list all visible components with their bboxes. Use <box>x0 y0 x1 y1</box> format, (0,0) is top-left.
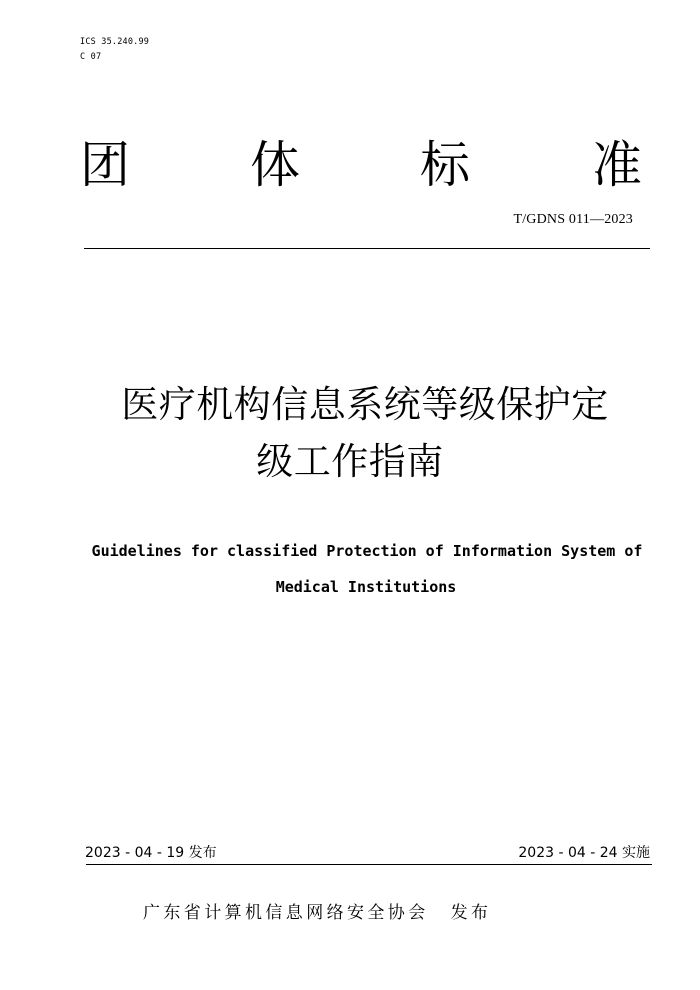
english-title-line-1: Guidelines for classified Protection of Information System of <box>91 542 643 560</box>
english-title-line-2: Medical Institutions <box>275 578 457 596</box>
implement-date: 2023 - 04 - 24 实施 <box>518 845 650 861</box>
banner-char: 团 <box>80 136 130 194</box>
publisher-suffix: 发布 <box>450 903 492 923</box>
standard-number: T/GDNS 011—2023 <box>513 212 633 227</box>
chinese-title-line-2: 级工作指南 <box>256 440 444 483</box>
publisher-line <box>143 901 491 925</box>
ics-code: ICS 35.240.99 <box>80 37 150 47</box>
ccs-code: C 07 <box>80 52 102 62</box>
publish-date: 2023 - 04 - 19 发布 <box>85 845 217 861</box>
banner-char: 体 <box>250 136 300 194</box>
header-divider <box>84 248 650 249</box>
chinese-title-line-1: 医疗机构信息系统等级保护定 <box>121 383 609 426</box>
banner-char: 准 <box>592 136 642 194</box>
publisher-name: 广东省计算机信息网络安全协会 <box>143 903 429 923</box>
footer-divider <box>86 864 652 865</box>
banner-char: 标 <box>420 136 470 194</box>
